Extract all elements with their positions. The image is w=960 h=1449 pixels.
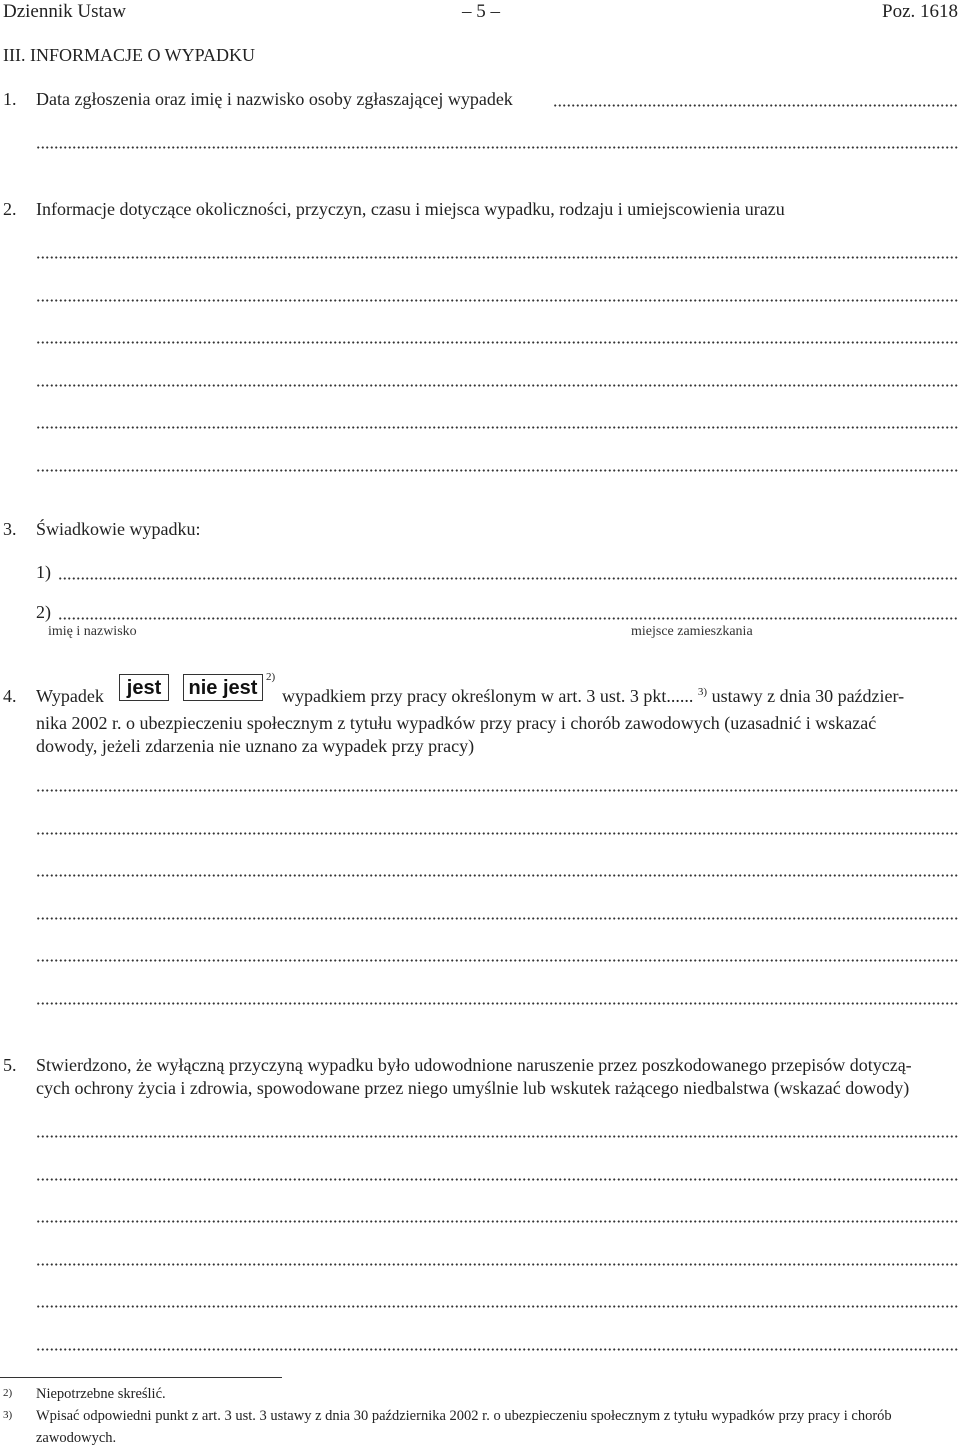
item4-lead: Wypadek xyxy=(36,686,104,706)
footnote-2-text: Niepotrzebne skreślić. xyxy=(36,1386,166,1402)
item2-fill-line[interactable] xyxy=(36,299,958,302)
item4-mid: wypadkiem przy pracy określonym w art. 3 ust. 3 pkt xyxy=(282,686,667,706)
footnote-3-text: Wpisać odpowiedni punkt z art. 3 ust. 3 ustawy z dnia 30 października 2002 r. o ubezpieczeniu społecznym z tytułu wypadków przy pracy i chorób xyxy=(36,1408,892,1424)
footnote-ref-2: 2) xyxy=(266,671,276,683)
item3-number: 3. xyxy=(3,519,17,539)
item4-text-2: nika 2002 r. o ubezpieczeniu społecznym z tytułu wypadków przy pracy i chorób zawodowych (uzasadnić i wskazać xyxy=(36,713,877,733)
witness-1-fill-line[interactable] xyxy=(58,577,958,580)
option-nie-jest-box[interactable]: nie jest xyxy=(183,674,263,701)
item3-label: Świadkowie wypadku: xyxy=(36,519,201,539)
witness-name-caption: imię i nazwisko xyxy=(48,624,137,639)
item4-fill-line[interactable] xyxy=(36,917,958,920)
item5-text-1: Stwierdzono, że wyłączną przyczyną wypadku było udowodnione naruszenie przez poszkodowanego przepisów dotyczą- xyxy=(36,1055,912,1075)
item4-fill-line[interactable] xyxy=(36,959,958,962)
item1-fill-line[interactable] xyxy=(553,104,958,107)
item5-fill-line[interactable] xyxy=(36,1305,958,1308)
item2-fill-line[interactable] xyxy=(36,426,958,429)
witness-2-fill-line[interactable] xyxy=(58,617,958,620)
item1-number: 1. xyxy=(3,89,17,109)
item4-fill-line[interactable] xyxy=(36,832,958,835)
item2-fill-line[interactable] xyxy=(36,469,958,472)
item4-fill-line[interactable] xyxy=(36,789,958,792)
item5-text-2: cych ochrony życia i zdrowia, spowodowane przez niego umyślnie lub wskutek rażącego niedbalstwa (wskazać dowody) xyxy=(36,1078,910,1098)
item4-number: 4. xyxy=(3,686,17,706)
position-number: Poz. 1618 xyxy=(882,1,958,22)
item2-label: Informacje dotyczące okoliczności, przyczyn, czasu i miejsca wypadku, rodzaju i umiejscowienia urazu xyxy=(36,199,785,219)
item5-number: 5. xyxy=(3,1055,17,1075)
item5-fill-line[interactable] xyxy=(36,1135,958,1138)
footnote-3-text-cont: zawodowych. xyxy=(36,1430,117,1446)
item4-text-1 xyxy=(282,686,904,707)
item2-fill-line[interactable] xyxy=(36,256,958,259)
witness-2-number: 2) xyxy=(36,602,51,622)
item1-fill-line[interactable] xyxy=(36,146,958,149)
item4-pkt-dots[interactable]: ...... xyxy=(666,686,694,706)
section-title: III. INFORMACJE O WYPADKU xyxy=(3,45,256,65)
item1-label: Data zgłoszenia oraz imię i nazwisko osoby zgłaszającej wypadek xyxy=(36,89,513,109)
item5-fill-line[interactable] xyxy=(36,1178,958,1181)
journal-title: Dziennik Ustaw xyxy=(3,1,126,22)
item4-tail: ustawy z dnia 30 paździer- xyxy=(711,686,905,706)
item2-number: 2. xyxy=(3,199,17,219)
page-number: – 5 – xyxy=(462,1,500,22)
item4-text-3: dowody, jeżeli zdarzenia nie uznano za wypadek przy pracy) xyxy=(36,736,475,756)
footnote-separator xyxy=(0,1377,282,1378)
witness-address-caption: miejsce zamieszkania xyxy=(631,624,753,639)
item2-fill-line[interactable] xyxy=(36,384,958,387)
footnote-ref-3: 3) xyxy=(697,686,708,698)
item4-fill-line[interactable] xyxy=(36,1002,958,1005)
footnote-2-number: 2) xyxy=(3,1387,13,1399)
option-jest-box[interactable]: jest xyxy=(119,674,169,701)
witness-1-number: 1) xyxy=(36,562,51,582)
item5-fill-line[interactable] xyxy=(36,1220,958,1223)
item5-fill-line[interactable] xyxy=(36,1348,958,1351)
item4-fill-line[interactable] xyxy=(36,874,958,877)
item2-fill-line[interactable] xyxy=(36,341,958,344)
item5-fill-line[interactable] xyxy=(36,1263,958,1266)
footnote-3-number: 3) xyxy=(3,1409,13,1421)
